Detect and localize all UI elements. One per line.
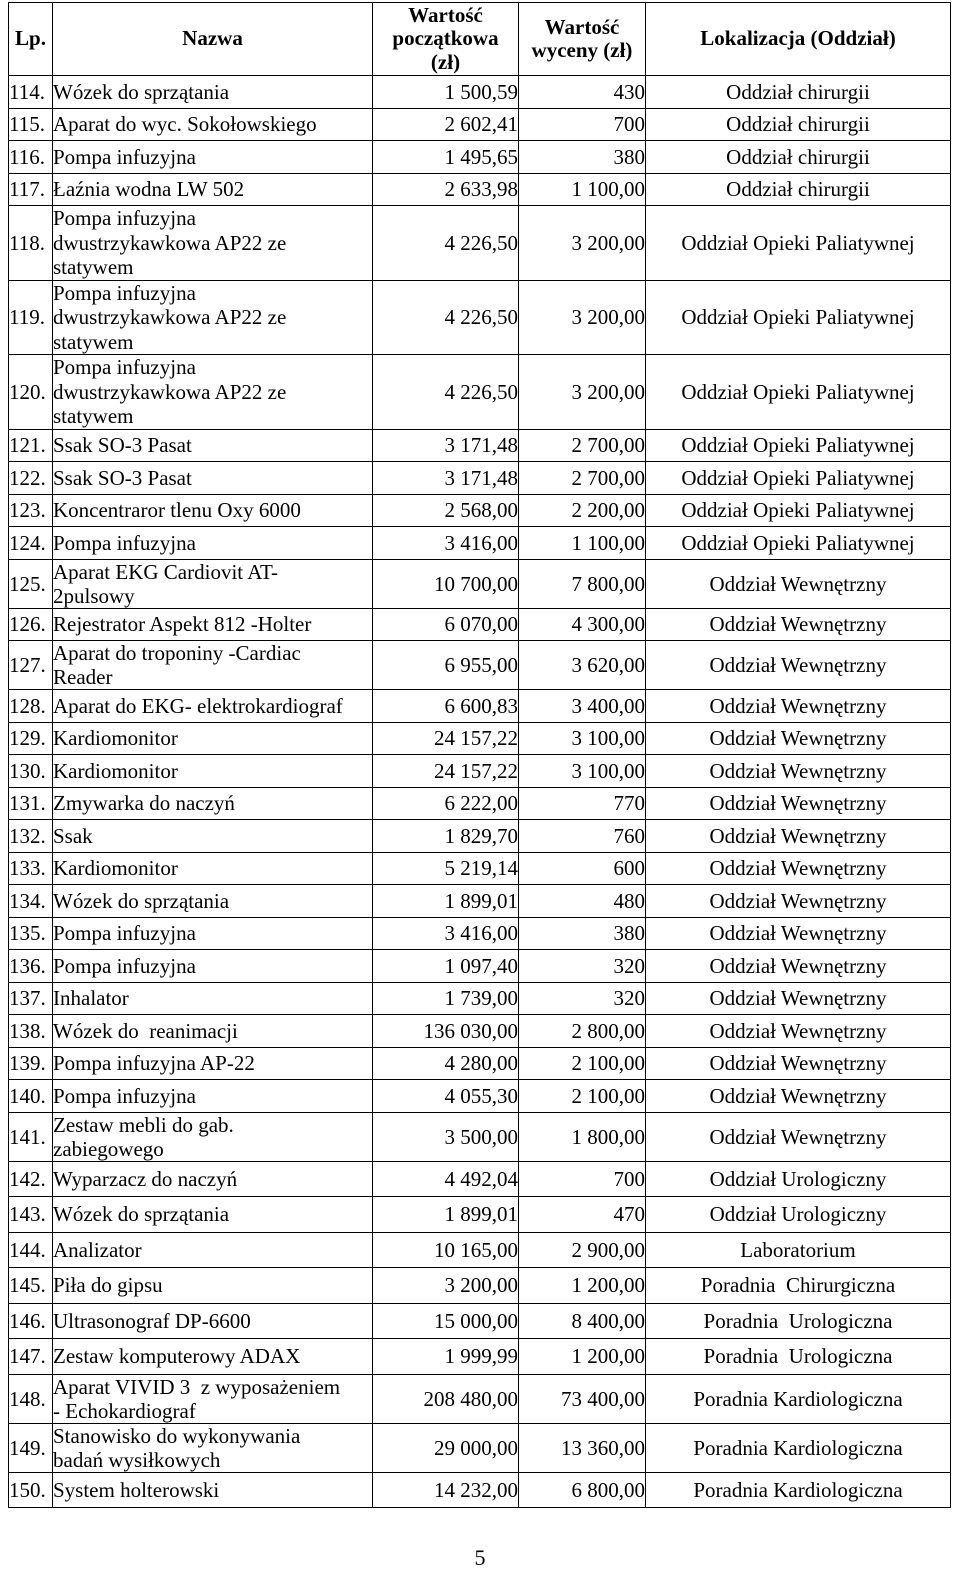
initial-value-cell: 3 416,00 <box>373 917 519 950</box>
header-location: Lokalizacja (Oddział) <box>646 3 951 76</box>
valuation-cell: 2 100,00 <box>519 1080 646 1113</box>
initial-value-cell: 4 055,30 <box>373 1080 519 1113</box>
item-name-line: Zestaw komputerowy ADAX <box>53 1344 301 1369</box>
item-name-cell <box>53 722 373 755</box>
initial-value-cell: 24 157,22 <box>373 755 519 788</box>
header-initial-value-line: (zł) <box>430 49 461 74</box>
table-row <box>9 429 951 462</box>
item-name-line: Pompa infuzyjna <box>53 530 196 555</box>
table-row <box>9 982 951 1015</box>
table-row <box>9 1472 951 1508</box>
header-valuation-line: Wartość <box>544 14 620 39</box>
location-cell: Oddział Wewnętrzny <box>646 852 951 885</box>
item-name-cell <box>53 982 373 1015</box>
item-name-line: Ultrasonograf DP-6600 <box>53 1308 251 1333</box>
table-row <box>9 885 951 918</box>
valuation-cell: 2 800,00 <box>519 1015 646 1048</box>
location-cell: Oddział chirurgii <box>646 141 951 174</box>
item-name-line: Zmywarka do naczyń <box>53 791 235 816</box>
valuation-cell: 73 400,00 <box>519 1374 646 1423</box>
item-name-cell <box>53 852 373 885</box>
item-name-line: dwustrzykawkowa AP22 ze <box>53 379 287 404</box>
valuation-cell: 320 <box>519 982 646 1015</box>
table-body <box>9 76 951 1508</box>
row-number-cell: 146. <box>9 1303 53 1339</box>
location-cell: Oddział Urologiczny <box>646 1161 951 1197</box>
row-number-cell: 126. <box>9 608 53 641</box>
location-cell: Oddział Opieki Paliatywnej <box>646 494 951 527</box>
valuation-cell: 380 <box>519 917 646 950</box>
item-name-line: Pompa infuzyjna <box>53 280 196 305</box>
item-name-line: Wyparzacz do naczyń <box>53 1166 238 1191</box>
location-cell: Oddział Wewnętrzny <box>646 1015 951 1048</box>
initial-value-cell: 5 219,14 <box>373 852 519 885</box>
item-name-cell <box>53 608 373 641</box>
row-number-cell: 129. <box>9 722 53 755</box>
item-name-line: Piła do gipsu <box>53 1273 163 1298</box>
initial-value-cell: 10 165,00 <box>373 1232 519 1268</box>
item-name-line: Reader <box>53 665 113 689</box>
valuation-cell: 470 <box>519 1197 646 1233</box>
valuation-cell: 2 700,00 <box>519 462 646 495</box>
table-row <box>9 141 951 174</box>
item-name-cell <box>53 950 373 983</box>
item-name-cell <box>53 820 373 853</box>
item-name-line: Pompa infuzyjna <box>53 144 196 169</box>
initial-value-cell: 1 495,65 <box>373 141 519 174</box>
valuation-cell: 2 200,00 <box>519 494 646 527</box>
item-name-line: Aparat do troponiny -Cardiac <box>53 641 301 665</box>
item-name-line: Pompa infuzyjna <box>53 921 196 946</box>
row-number-cell: 121. <box>9 429 53 462</box>
row-number-cell: 116. <box>9 141 53 174</box>
valuation-cell: 320 <box>519 950 646 983</box>
item-name-cell <box>53 355 373 430</box>
item-name-line: Wózek do sprzątania <box>53 1202 230 1227</box>
initial-value-cell: 24 157,22 <box>373 722 519 755</box>
row-number-cell: 141. <box>9 1112 53 1161</box>
initial-value-cell: 15 000,00 <box>373 1303 519 1339</box>
valuation-cell: 1 200,00 <box>519 1268 646 1304</box>
initial-value-cell: 136 030,00 <box>373 1015 519 1048</box>
header-lp: Lp. <box>9 3 53 76</box>
initial-value-cell: 3 416,00 <box>373 527 519 560</box>
row-number-cell: 122. <box>9 462 53 495</box>
table-row <box>9 1303 951 1339</box>
item-name-line: Wózek do sprzątania <box>53 79 230 104</box>
item-name-cell <box>53 462 373 495</box>
table-row <box>9 1232 951 1268</box>
header-initial-value <box>373 3 519 76</box>
table-row <box>9 1374 951 1423</box>
table-row <box>9 1268 951 1304</box>
row-number-cell: 130. <box>9 755 53 788</box>
valuation-cell: 4 300,00 <box>519 608 646 641</box>
item-name-line: Aparat EKG Cardiovit AT- <box>53 559 278 584</box>
initial-value-cell: 14 232,00 <box>373 1472 519 1508</box>
row-number-cell: 131. <box>9 787 53 820</box>
table-row <box>9 494 951 527</box>
initial-value-cell: 3 200,00 <box>373 1268 519 1304</box>
location-cell: Poradnia Kardiologiczna <box>646 1374 951 1423</box>
location-cell: Poradnia Chirurgiczna <box>646 1268 951 1304</box>
table-row <box>9 559 951 608</box>
initial-value-cell: 2 568,00 <box>373 494 519 527</box>
initial-value-cell: 6 222,00 <box>373 787 519 820</box>
row-number-cell: 147. <box>9 1339 53 1375</box>
location-cell: Oddział Wewnętrzny <box>646 690 951 723</box>
row-number-cell: 114. <box>9 76 53 109</box>
item-name-cell <box>53 141 373 174</box>
valuation-cell: 600 <box>519 852 646 885</box>
table-row <box>9 1339 951 1375</box>
initial-value-cell: 10 700,00 <box>373 559 519 608</box>
initial-value-cell: 4 492,04 <box>373 1161 519 1197</box>
location-cell: Poradnia Kardiologiczna <box>646 1472 951 1508</box>
valuation-cell: 3 200,00 <box>519 280 646 355</box>
row-number-cell: 144. <box>9 1232 53 1268</box>
row-number-cell: 118. <box>9 206 53 281</box>
valuation-cell: 1 800,00 <box>519 1112 646 1161</box>
item-name-cell <box>53 1112 373 1161</box>
initial-value-cell: 1 899,01 <box>373 1197 519 1233</box>
item-name-line: Kardiomonitor <box>53 726 178 751</box>
table-row <box>9 527 951 560</box>
row-number-cell: 137. <box>9 982 53 1015</box>
item-name-line: Aparat VIVID 3 z wyposażeniem <box>53 1374 341 1399</box>
location-cell: Oddział Opieki Paliatywnej <box>646 206 951 281</box>
item-name-line: Ssak SO-3 Pasat <box>53 465 192 490</box>
location-cell: Oddział Opieki Paliatywnej <box>646 280 951 355</box>
item-name-cell <box>53 280 373 355</box>
location-cell: Oddział Wewnętrzny <box>646 950 951 983</box>
table-row <box>9 173 951 206</box>
item-name-cell <box>53 1339 373 1375</box>
item-name-line: statywem <box>53 404 134 428</box>
row-number-cell: 128. <box>9 690 53 723</box>
initial-value-cell: 3 500,00 <box>373 1112 519 1161</box>
location-cell: Oddział Wewnętrzny <box>646 982 951 1015</box>
row-number-cell: 119. <box>9 280 53 355</box>
table-row <box>9 787 951 820</box>
valuation-cell: 3 100,00 <box>519 755 646 788</box>
location-cell: Oddział Opieki Paliatywnej <box>646 355 951 430</box>
header-name: Nazwa <box>53 3 373 76</box>
item-name-cell <box>53 1015 373 1048</box>
item-name-line: Pompa infuzyjna <box>53 355 196 379</box>
initial-value-cell: 4 226,50 <box>373 206 519 281</box>
initial-value-cell: 1 739,00 <box>373 982 519 1015</box>
table-row <box>9 852 951 885</box>
location-cell: Oddział Wewnętrzny <box>646 559 951 608</box>
table-row <box>9 755 951 788</box>
valuation-cell: 6 800,00 <box>519 1472 646 1508</box>
item-name-cell <box>53 527 373 560</box>
item-name-cell <box>53 641 373 690</box>
location-cell: Oddział Wewnętrzny <box>646 885 951 918</box>
row-number-cell: 136. <box>9 950 53 983</box>
header-valuation <box>519 3 646 76</box>
item-name-cell <box>53 1232 373 1268</box>
table-row <box>9 108 951 141</box>
valuation-cell: 430 <box>519 76 646 109</box>
header-valuation-line: wyceny (zł) <box>531 38 633 62</box>
item-name-cell <box>53 690 373 723</box>
initial-value-cell: 29 000,00 <box>373 1423 519 1472</box>
row-number-cell: 133. <box>9 852 53 885</box>
row-number-cell: 123. <box>9 494 53 527</box>
header-initial-value-line: początkowa <box>392 26 499 51</box>
valuation-cell: 1 200,00 <box>519 1339 646 1375</box>
page-number: 5 <box>474 1545 486 1570</box>
initial-value-cell: 1 097,40 <box>373 950 519 983</box>
item-name-cell <box>53 1472 373 1508</box>
table-row <box>9 1047 951 1080</box>
item-name-cell <box>53 755 373 788</box>
valuation-cell: 380 <box>519 141 646 174</box>
location-cell: Oddział Opieki Paliatywnej <box>646 429 951 462</box>
row-number-cell: 134. <box>9 885 53 918</box>
location-cell: Oddział Wewnętrzny <box>646 1112 951 1161</box>
table-row <box>9 1197 951 1233</box>
row-number-cell: 132. <box>9 820 53 853</box>
item-name-line: System holterowski <box>53 1477 220 1502</box>
location-cell: Oddział Wewnętrzny <box>646 820 951 853</box>
valuation-cell: 3 100,00 <box>519 722 646 755</box>
item-name-line: Pompa infuzyjna AP-22 <box>53 1051 255 1076</box>
valuation-cell: 2 100,00 <box>519 1047 646 1080</box>
location-cell: Oddział Wewnętrzny <box>646 1080 951 1113</box>
table-row <box>9 76 951 109</box>
item-name-line: Aparat do wyc. Sokołowskiego <box>53 112 317 137</box>
valuation-cell: 700 <box>519 1161 646 1197</box>
item-name-cell <box>53 173 373 206</box>
location-cell: Poradnia Kardiologiczna <box>646 1423 951 1472</box>
item-name-line: statywem <box>53 255 134 279</box>
row-number-cell: 115. <box>9 108 53 141</box>
row-number-cell: 120. <box>9 355 53 430</box>
valuation-cell: 2 900,00 <box>519 1232 646 1268</box>
location-cell: Oddział Wewnętrzny <box>646 641 951 690</box>
table-row <box>9 1423 951 1472</box>
table-row <box>9 355 951 430</box>
location-cell: Laboratorium <box>646 1232 951 1268</box>
table-row <box>9 722 951 755</box>
initial-value-cell: 4 226,50 <box>373 355 519 430</box>
initial-value-cell: 4 280,00 <box>373 1047 519 1080</box>
table-row <box>9 917 951 950</box>
location-cell: Oddział Wewnętrzny <box>646 722 951 755</box>
location-cell: Poradnia Urologiczna <box>646 1303 951 1339</box>
item-name-cell <box>53 1047 373 1080</box>
item-name-line: Analizator <box>53 1237 142 1262</box>
item-name-line: Koncentraror tlenu Oxy 6000 <box>53 498 301 523</box>
item-name-line: Kardiomonitor <box>53 758 178 783</box>
valuation-cell: 700 <box>519 108 646 141</box>
item-name-cell <box>53 429 373 462</box>
valuation-cell: 3 200,00 <box>519 206 646 281</box>
item-name-cell <box>53 1303 373 1339</box>
initial-value-cell: 4 226,50 <box>373 280 519 355</box>
table-row <box>9 206 951 281</box>
item-name-cell <box>53 559 373 608</box>
row-number-cell: 127. <box>9 641 53 690</box>
row-number-cell: 148. <box>9 1374 53 1423</box>
row-number-cell: 143. <box>9 1197 53 1233</box>
row-number-cell: 145. <box>9 1268 53 1304</box>
item-name-cell <box>53 917 373 950</box>
valuation-cell: 8 400,00 <box>519 1303 646 1339</box>
item-name-cell <box>53 1423 373 1472</box>
item-name-line: Pompa infuzyjna <box>53 953 196 978</box>
item-name-line: Aparat do EKG- elektrokardiograf <box>53 693 343 718</box>
item-name-line: Pompa infuzyjna <box>53 1083 196 1108</box>
item-name-line: statywem <box>53 329 134 354</box>
location-cell: Oddział Wewnętrzny <box>646 608 951 641</box>
item-name-line: Zestaw mebli do gab. <box>53 1112 234 1137</box>
row-number-cell: 124. <box>9 527 53 560</box>
row-number-cell: 117. <box>9 173 53 206</box>
location-cell: Oddział Wewnętrzny <box>646 917 951 950</box>
valuation-cell: 1 100,00 <box>519 527 646 560</box>
valuation-cell: 3 620,00 <box>519 641 646 690</box>
initial-value-cell: 2 633,98 <box>373 173 519 206</box>
initial-value-cell: 3 171,48 <box>373 429 519 462</box>
initial-value-cell: 1 829,70 <box>373 820 519 853</box>
item-name-line: Inhalator <box>53 986 129 1011</box>
table-row <box>9 462 951 495</box>
table-row <box>9 1161 951 1197</box>
item-name-cell <box>53 76 373 109</box>
item-name-line: Ssak <box>53 823 93 848</box>
initial-value-cell: 2 602,41 <box>373 108 519 141</box>
initial-value-cell: 1 899,01 <box>373 885 519 918</box>
table-row <box>9 1080 951 1113</box>
item-name-cell <box>53 787 373 820</box>
location-cell: Oddział Wewnętrzny <box>646 1047 951 1080</box>
location-cell: Oddział chirurgii <box>646 108 951 141</box>
item-name-cell <box>53 1268 373 1304</box>
location-cell: Oddział chirurgii <box>646 173 951 206</box>
initial-value-cell: 1 999,99 <box>373 1339 519 1375</box>
valuation-cell: 3 400,00 <box>519 690 646 723</box>
table-row <box>9 1112 951 1161</box>
item-name-cell <box>53 494 373 527</box>
item-name-line: Kardiomonitor <box>53 856 178 881</box>
location-cell: Oddział Wewnętrzny <box>646 787 951 820</box>
valuation-cell: 7 800,00 <box>519 559 646 608</box>
table-row <box>9 608 951 641</box>
location-cell: Oddział Wewnętrzny <box>646 755 951 788</box>
item-name-line: Stanowisko do wykonywania <box>53 1423 301 1448</box>
item-name-line: Wózek do reanimacji <box>53 1018 238 1043</box>
initial-value-cell: 1 500,59 <box>373 76 519 109</box>
row-number-cell: 142. <box>9 1161 53 1197</box>
valuation-cell: 2 700,00 <box>519 429 646 462</box>
item-name-cell <box>53 1197 373 1233</box>
row-number-cell: 125. <box>9 559 53 608</box>
valuation-cell: 760 <box>519 820 646 853</box>
location-cell: Oddział chirurgii <box>646 76 951 109</box>
valuation-cell: 480 <box>519 885 646 918</box>
item-name-cell <box>53 885 373 918</box>
table-row <box>9 1015 951 1048</box>
row-number-cell: 149. <box>9 1423 53 1472</box>
item-name-line: - Echokardiograf <box>53 1398 196 1423</box>
item-name-line: Ssak SO-3 Pasat <box>53 433 192 458</box>
table-row <box>9 820 951 853</box>
item-name-cell <box>53 1374 373 1423</box>
item-name-line: Łaźnia wodna LW 502 <box>53 177 245 202</box>
initial-value-cell: 6 600,83 <box>373 690 519 723</box>
item-name-line: badań wysiłkowych <box>53 1447 221 1472</box>
initial-value-cell: 208 480,00 <box>373 1374 519 1423</box>
item-name-line: Rejestrator Aspekt 812 -Holter <box>53 612 312 637</box>
location-cell: Oddział Urologiczny <box>646 1197 951 1233</box>
item-name-cell <box>53 1080 373 1113</box>
initial-value-cell: 6 955,00 <box>373 641 519 690</box>
item-name-line: 2pulsowy <box>53 583 135 608</box>
table-row <box>9 950 951 983</box>
item-name-line: Pompa infuzyjna <box>53 206 196 230</box>
header-initial-value-line: Wartość <box>408 2 483 27</box>
valuation-cell: 1 100,00 <box>519 173 646 206</box>
table-row <box>9 690 951 723</box>
table-header <box>9 3 951 76</box>
item-name-cell <box>53 206 373 281</box>
initial-value-cell: 3 171,48 <box>373 462 519 495</box>
valuation-cell: 3 200,00 <box>519 355 646 430</box>
location-cell: Poradnia Urologiczna <box>646 1339 951 1375</box>
row-number-cell: 135. <box>9 917 53 950</box>
table-row <box>9 280 951 355</box>
item-name-cell <box>53 108 373 141</box>
item-name-line: zabiegowego <box>53 1136 164 1161</box>
valuation-cell: 770 <box>519 787 646 820</box>
row-number-cell: 150. <box>9 1472 53 1508</box>
row-number-cell: 138. <box>9 1015 53 1048</box>
item-name-line: dwustrzykawkowa AP22 ze <box>53 305 287 329</box>
valuation-cell: 13 360,00 <box>519 1423 646 1472</box>
item-name-line: dwustrzykawkowa AP22 ze <box>53 230 287 255</box>
location-cell: Oddział Opieki Paliatywnej <box>646 527 951 560</box>
initial-value-cell: 6 070,00 <box>373 608 519 641</box>
row-number-cell: 139. <box>9 1047 53 1080</box>
item-name-line: Wózek do sprzątania <box>53 888 230 913</box>
inventory-table <box>8 2 951 1508</box>
header-row <box>9 3 951 76</box>
table-row <box>9 641 951 690</box>
location-cell: Oddział Opieki Paliatywnej <box>646 462 951 495</box>
row-number-cell: 140. <box>9 1080 53 1113</box>
item-name-cell <box>53 1161 373 1197</box>
